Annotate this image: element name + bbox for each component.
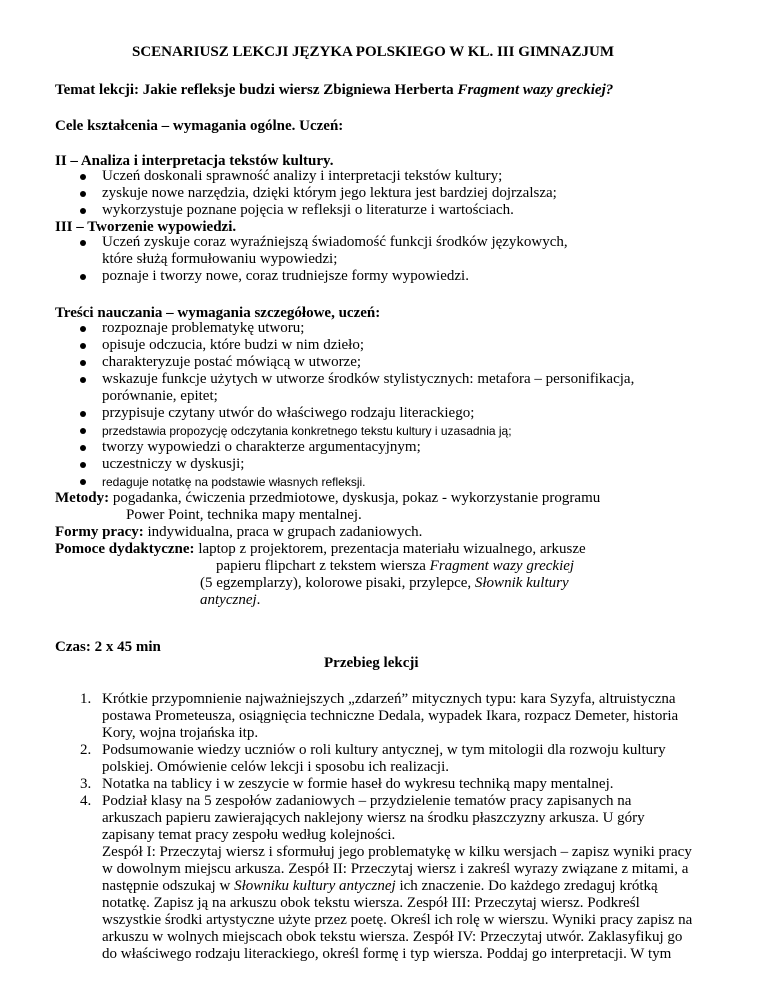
- list-item: tworzy wypowiedzi o charakterze argumentacyjnym;: [102, 439, 421, 455]
- bullet-icon: [80, 479, 86, 485]
- list-item: przypisuje czytany utwór do właściwego rodzaju literackiego;: [102, 405, 475, 421]
- step-text: wszystkie środki artystyczne użyte przez poetę. Określ ich rolę w wierszu. Wyniki pracy zapisz na: [102, 912, 693, 928]
- forms-text: indywidualna, praca w grupach zadaniowych.: [143, 524, 423, 540]
- step-text: arkuszach papieru zawierających naklejony wiersz na środku płaszczyzny arkusza. U góry: [102, 810, 645, 826]
- course-heading: Przebieg lekcji: [324, 655, 419, 671]
- step-number: 2.: [80, 742, 92, 758]
- list-item: charakteryzuje postać mówiącą w utworze;: [102, 354, 362, 370]
- forms-line: [55, 524, 422, 541]
- bullet-icon: [80, 191, 86, 197]
- list-item: opisuje odczucia, które budzi w nim dzieło;: [102, 337, 365, 353]
- forms-label: Formy pracy:: [55, 524, 144, 540]
- bullet-icon: [80, 174, 86, 180]
- list-item-continuation: porównanie, epitet;: [102, 388, 218, 404]
- methods-continuation: Power Point, technika mapy mentalnej.: [126, 507, 362, 523]
- aids-work-title: Fragment wazy greckiej: [429, 558, 575, 574]
- step-text: Zespół I: Przeczytaj wiersz i sformułuj jego problematykę w kilku wersjach – zapisz wyniki pracy: [102, 844, 692, 860]
- step-text: polskiej. Omówienie celów lekcji i sposobu ich realizacji.: [102, 759, 449, 775]
- list-item: przedstawia propozycję odczytania konkretnego tekstu kultury i uzasadnia ją;: [102, 424, 512, 438]
- aids-line: [55, 541, 586, 558]
- step-text: postawa Prometeusza, osiągnięcia techniczne Dedala, wypadek Ikara, rozpacz Demeter, historia: [102, 708, 679, 724]
- list-item-continuation: które służą formułowaniu wypowiedzi;: [102, 251, 338, 267]
- content-heading: Treści nauczania – wymagania szczegółowe, uczeń:: [55, 305, 381, 321]
- dictionary-title: Słowniku kultury antycznej: [234, 878, 396, 894]
- topic-label: Temat lekcji: Jakie refleksje budzi wiersz Zbigniewa Herberta: [55, 82, 458, 98]
- step-number: 4.: [80, 793, 92, 809]
- bullet-icon: [80, 377, 86, 383]
- list-item: wskazuje funkcje użytych w utworze środków stylistycznych: metafora – personifikacja,: [102, 371, 635, 387]
- lesson-time: Czas: 2 x 45 min: [55, 639, 161, 655]
- aids-text: laptop z projektorem, prezentacja materiału wizualnego, arkusze: [194, 541, 586, 557]
- step-text: następnie odszukaj w Słowniku kultury antycznej ich znaczenie. Do każdego zredaguj krótką: [102, 878, 658, 894]
- aids-dictionary-title: Słownik kultury: [474, 575, 569, 591]
- goals-heading: Cele kształcenia – wymagania ogólne. Uczeń:: [55, 118, 344, 134]
- list-item: Uczeń doskonali sprawność analizy i interpretacji tekstów kultury;: [102, 168, 503, 184]
- list-item: uczestniczy w dyskusji;: [102, 456, 245, 472]
- list-item: Uczeń zyskuje coraz wyraźniejszą świadomość funkcji środków językowych,: [102, 234, 568, 250]
- step-number: 1.: [80, 691, 92, 707]
- step-text: Notatka na tablicy i w zeszycie w formie haseł do wykresu techniką mapy mentalnej.: [102, 776, 614, 792]
- bullet-icon: [80, 445, 86, 451]
- step-text: zapisany temat pracy zespołu według kolejności.: [102, 827, 396, 843]
- step-text: Podział klasy na 5 zespołów zadaniowych – przydzielenie tematów pracy zapisanych na: [102, 793, 632, 809]
- list-item: zyskuje nowe narzędzia, dzięki którym jego lektura jest bardziej dojrzalsza;: [102, 185, 557, 201]
- aids-continuation: papieru flipchart z tekstem wiersza Fragment wazy greckiej: [216, 558, 575, 574]
- list-item: wykorzystuje poznane pojęcia w refleksji o literaturze i wartościach.: [102, 202, 514, 218]
- bullet-icon: [80, 208, 86, 214]
- aids-label: Pomoce dydaktyczne:: [55, 541, 195, 557]
- step-text: notatkę. Zapisz ją na arkuszu obok tekstu wiersza. Zespół III: Przeczytaj wiersz. Podkreśl: [102, 895, 640, 911]
- list-item: poznaje i tworzy nowe, coraz trudniejsze formy wypowiedzi.: [102, 268, 469, 284]
- methods-line: [55, 490, 600, 507]
- section-3-heading: III – Tworzenie wypowiedzi.: [55, 219, 237, 235]
- bullet-icon: [80, 240, 86, 246]
- step-text: Krótkie przypomnienie najważniejszych „zdarzeń” mitycznych typu: kara Syzyfa, altruistyczna: [102, 691, 676, 707]
- topic-work-title: Fragment wazy greckiej?: [457, 82, 614, 98]
- step-text: w dowolnym miejscu arkusza. Zespół II: Przeczytaj wiersz i zakreśl wyrazy związane z mitami, a: [102, 861, 689, 877]
- bullet-icon: [80, 343, 86, 349]
- bullet-icon: [80, 360, 86, 366]
- aids-continuation: (5 egzemplarzy), kolorowe pisaki, przylepce, Słownik kultury: [200, 575, 569, 591]
- bullet-icon: [80, 462, 86, 468]
- step-text: Podsumowanie wiedzy uczniów o roli kultury antycznej, w tym mitologii dla rozwoju kultury: [102, 742, 666, 758]
- bullet-icon: [80, 411, 86, 417]
- document-title: SCENARIUSZ LEKCJI JĘZYKA POLSKIEGO W KL. III GIMNAZJUM: [132, 44, 615, 60]
- aids-continuation: antycznej.: [200, 592, 261, 608]
- step-text: arkuszu w wolnych miejscach obok tekstu wiersza. Zespół IV: Przeczytaj utwór. Zaklasyfikuj go: [102, 929, 683, 945]
- lesson-topic: [55, 82, 613, 99]
- methods-text: pogadanka, ćwiczenia przedmiotowe, dyskusja, pokaz - wykorzystanie programu: [109, 490, 601, 506]
- step-text: Kory, wojna trojańska itp.: [102, 725, 259, 741]
- step-text: do właściwego rodzaju literackiego, określ formę i typ wiersza. Poddaj go interpretacji. W tym: [102, 946, 672, 962]
- bullet-icon: [80, 326, 86, 332]
- methods-label: Metody:: [55, 490, 110, 506]
- step-number: 3.: [80, 776, 92, 792]
- list-item: redaguje notatkę na podstawie własnych refleksji.: [102, 475, 366, 489]
- list-item: rozpoznaje problematykę utworu;: [102, 320, 305, 336]
- section-2-heading: II – Analiza i interpretacja tekstów kultury.: [55, 153, 334, 169]
- bullet-icon: [80, 274, 86, 280]
- bullet-icon: [80, 428, 86, 434]
